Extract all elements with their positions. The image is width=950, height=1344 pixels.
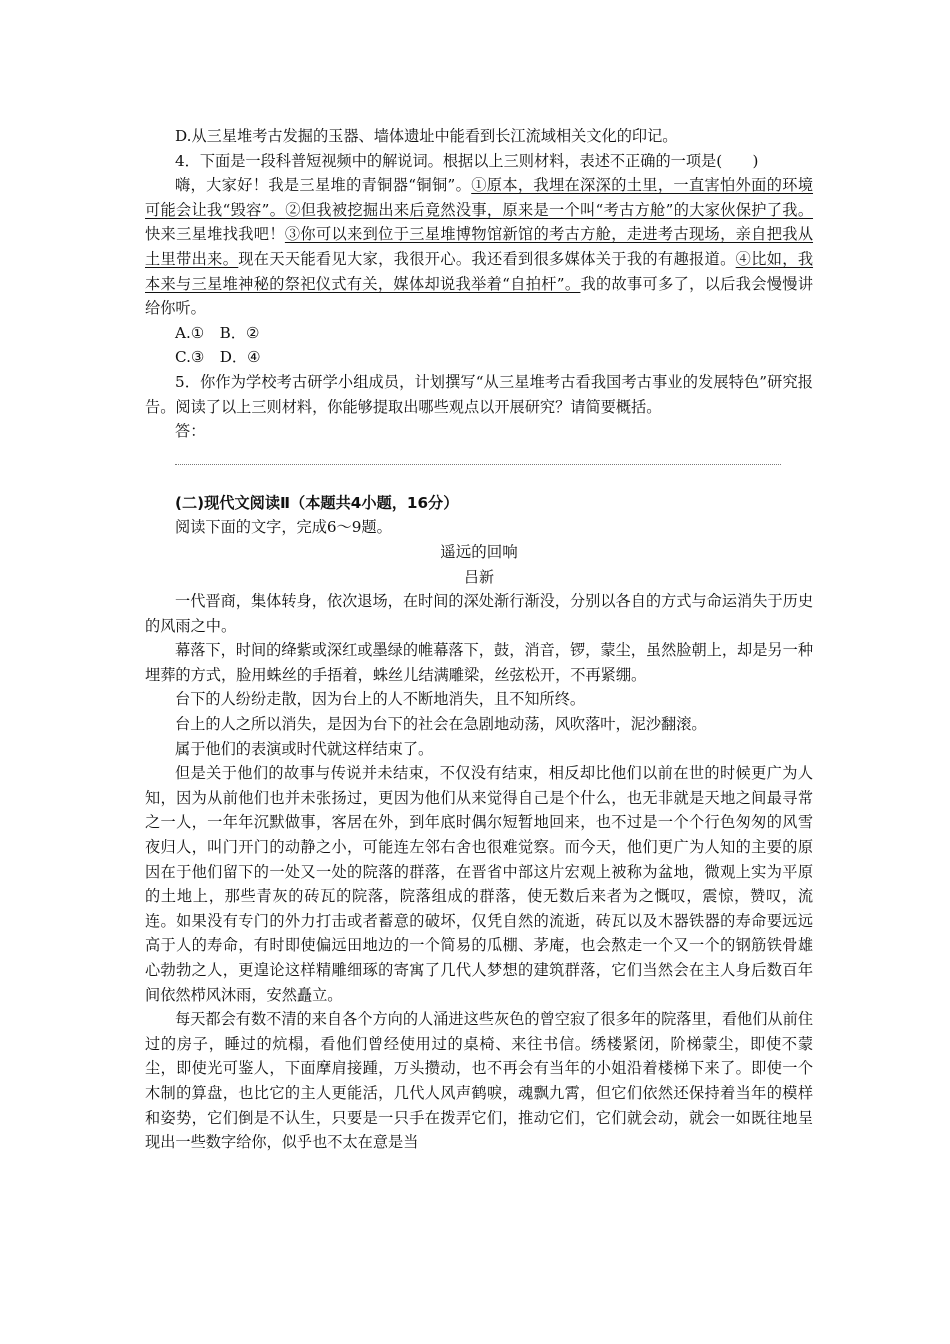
q5-stem: 5．你作为学校考古研学小组成员，计划撰写“从三星堆考古看我国考古事业的发展特色”研究报告。阅读了以上三则材料，你能够提取出哪些观点以开展研究？请简要概括。 bbox=[145, 372, 813, 416]
section-instruction: 阅读下面的文字，完成6～9题。 bbox=[175, 518, 392, 537]
underlined-sentence-2: ②但我被挖掘出来后竟然没事，原来是一个叫“考古方舱”的大家伙保护了我。 bbox=[285, 200, 814, 219]
q4-stem: 4．下面是一段科普短视频中的解说词。根据以上三则材料，表述不正确的一项是( ) bbox=[175, 151, 759, 170]
q4-options-cd: C.③ D．④ bbox=[175, 348, 261, 367]
passage-text: 快来三星堆找我吧！ bbox=[145, 225, 285, 244]
section-heading: (二)现代文阅读Ⅱ（本题共4小题，16分） bbox=[175, 493, 459, 512]
underlined-sentence-4: ④比如，我本来与三星堆神秘的祭祀仪式有关，媒体却说我举着“自拍杆”。 bbox=[145, 249, 814, 293]
article-paragraph: 一代晋商，集体转身，依次退场，在时间的深处渐行渐没，分别以各自的方式与命运消失于历史的风雨之中。 bbox=[145, 592, 813, 635]
article-title: 遥远的回响 bbox=[440, 542, 518, 561]
passage-text: 现在天天能看见大家，我很开心。我还看到很多媒体关于我的有趣报道。 bbox=[238, 249, 736, 268]
article-paragraph: 但是关于他们的故事与传说并未结束，不仅没有结束，相反却比他们以前在世的时候更广为人知，因为从前他们也并未张扬过，更因为他们从来觉得自己是个什么，也无非就是天地之间最寻常之一人，一年年沉默做事，客居在外，到年底时偶尔短暂地回来，也不过是一个个行色匆匆的风雪夜归人，叫门开门的动静之小，可能连左邻右舍也很难觉察。而今天，他们更广为人知的主要的原因在于他们留下的一处又一处的院落的群落，在晋省中部这片宏观上被称为盆地，微观上实为平原的土地上，那些青灰的砖瓦的院落，院落组成的群落，使无数后来者为之慨叹，震惊，赞叹，流连。如果没有专门的外力打击或者蓄意的破坏，仅凭自然的流逝，砖瓦以及木器铁器的寿命要远远高于人的寿命，有时即使偏远田地边的一个简易的瓜棚、茅庵，也会熬走一个又一个的钢筋铁骨雄心勃勃之人，更遑论这样精雕细琢的寄寓了几代人梦想的建筑群落，它们当然会在主人身后数百年间依然栉风沐雨，安然矗立。 bbox=[145, 764, 813, 1004]
article-paragraph: 幕落下，时间的绛紫或深红或墨绿的帷幕落下，鼓，消音，锣，蒙尘，虽然脸朝上，却是另一种埋葬的方式，脸用蛛丝的手捂着，蛛丝儿结满雕梁，丝弦松开，不再紧绷。 bbox=[145, 641, 813, 684]
article-author: 吕新 bbox=[463, 567, 494, 586]
q3-option-d: D.从三星堆考古发掘的玉器、墙体遗址中能看到长江流域相关文化的印记。 bbox=[175, 127, 678, 145]
q4-passage bbox=[145, 173, 813, 321]
answer-line[interactable] bbox=[175, 464, 781, 465]
underlined-sentence-3: ③你可以来到位于三星堆博物馆新馆的考古方舱，走进考古现场，亲自把我从土里带出来。 bbox=[145, 225, 814, 268]
article-paragraph: 台下的人纷纷走散，因为台上的人不断地消失，且不知所终。 bbox=[175, 690, 586, 709]
passage-text: 我的故事可多了，以后我会慢慢讲给你听。 bbox=[145, 274, 814, 318]
passage-text: 嗨，大家好！我是三星堆的青铜器“铜铜”。 bbox=[175, 176, 472, 195]
underlined-sentence-1: ①原本，我埋在深深的土里，一直害怕外面的环境可能会让我“毁容”。 bbox=[145, 176, 814, 219]
article-paragraph: 台上的人之所以消失，是因为台下的社会在急剧地动荡，风吹落叶，泥沙翻滚。 bbox=[175, 715, 707, 734]
article-paragraph: 属于他们的表演或时代就这样结束了。 bbox=[175, 739, 434, 758]
article-paragraph: 每天都会有数不清的来自各个方向的人涌进这些灰色的曾空寂了很多年的院落里，看他们从前住过的房子，睡过的炕榻，看他们曾经使用过的桌椅、来往书信。绣楼紧闭，阶梯蒙尘，即使不蒙尘，即使光可鉴人，下面摩肩接踵，万头攒动，也不再会有当年的小姐沿着楼梯下来了。即使一个木制的算盘，也比它的主人更能活，几代人风声鹤唳，魂飘九霄，但它们依然还保持着当年的模样和姿势，它们倒是不认生，只要是一只手在拨弄它们，推动它们，它们就会动，就会一如既往地呈现出一些数字给你，似乎也不太在意是当 bbox=[145, 1010, 813, 1152]
q4-options-ab: A.① B．② bbox=[175, 323, 260, 342]
document-page bbox=[145, 124, 813, 1155]
answer-label: 答： bbox=[175, 422, 206, 441]
